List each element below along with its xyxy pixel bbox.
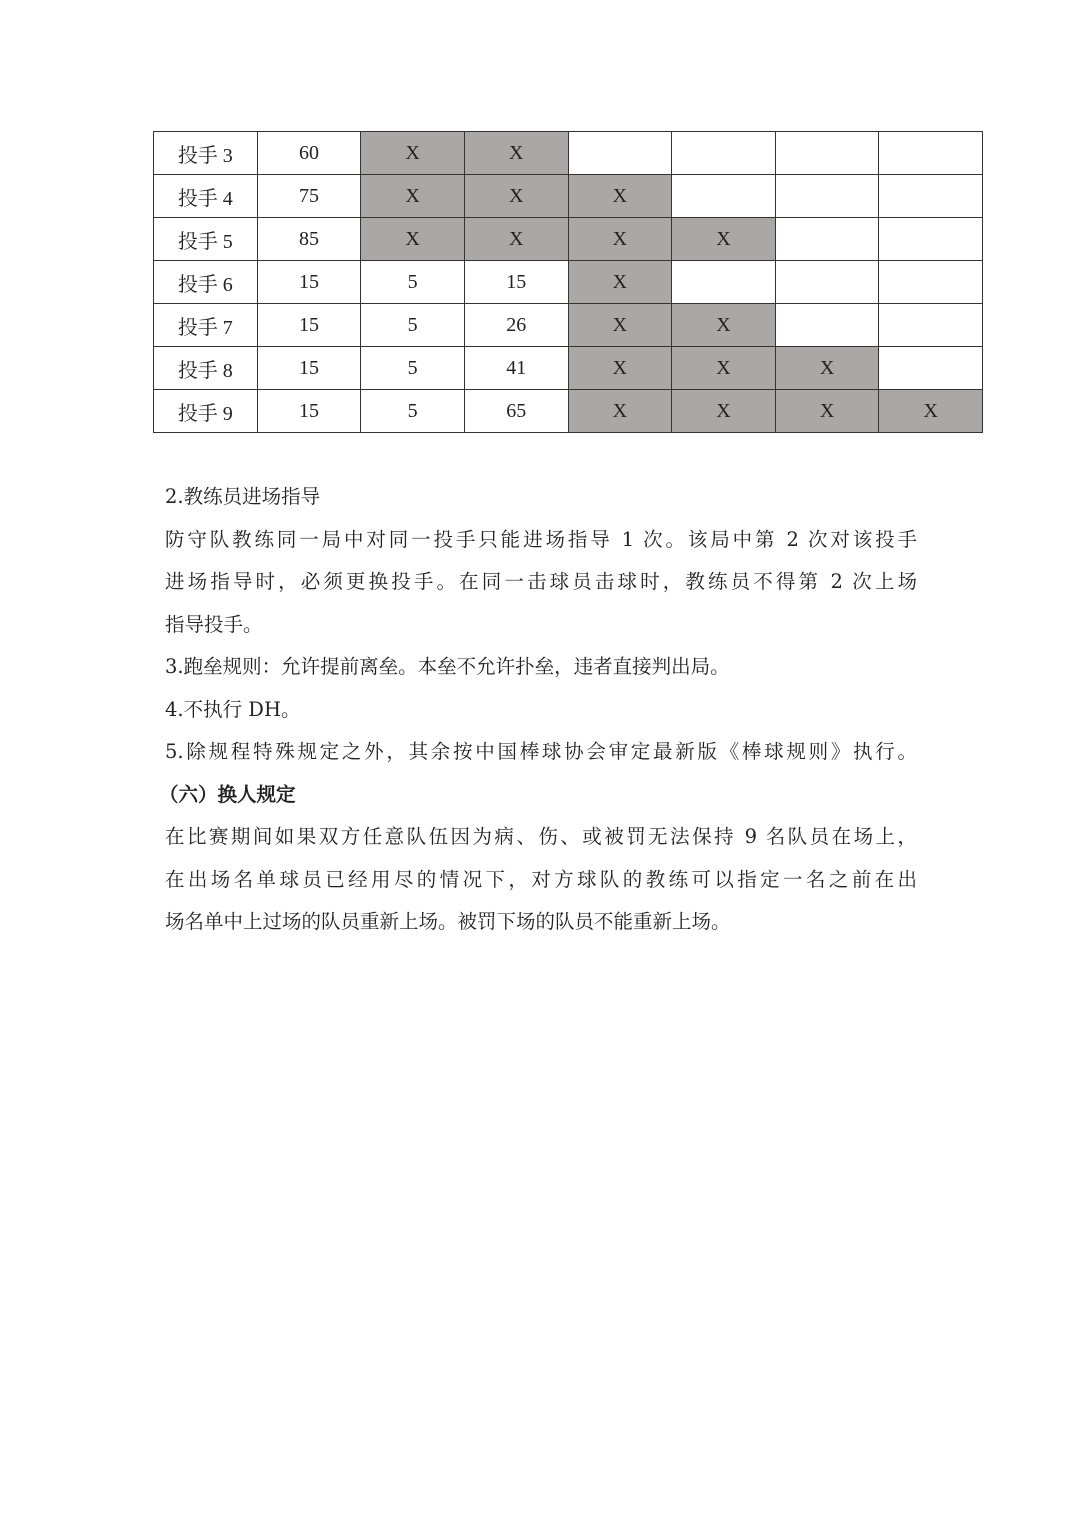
table-cell: 15 (257, 261, 361, 304)
paragraph-line: 在出场名单球员已经用尽的情况下，对方球队的教练可以指定一名之前在出 (165, 867, 917, 891)
paragraph-line: 防守队教练同一局中对同一投手只能进场指导 1 次。该局中第 2 次对该投手 (165, 527, 917, 551)
table-cell (879, 261, 983, 304)
table-row (154, 261, 983, 304)
table-cell: X (464, 218, 568, 261)
table-cell: X (775, 390, 879, 433)
pitcher-label-cell: 投手 8 (154, 347, 258, 390)
table-row (154, 347, 983, 390)
table-cell: 15 (464, 261, 568, 304)
table-cell: X (464, 132, 568, 175)
table-row (154, 218, 983, 261)
table-cell: X (879, 390, 983, 433)
paragraph-line: 指导投手。 (165, 612, 263, 636)
table-cell: 5 (361, 390, 465, 433)
table-cell: X (464, 175, 568, 218)
paragraph-line: 4.不执行 DH。 (165, 697, 301, 721)
table-cell (775, 132, 879, 175)
paragraph-line: 3.跑垒规则：允许提前离垒。本垒不允许扑垒，违者直接判出局。 (165, 655, 730, 678)
table-cell: 15 (257, 390, 361, 433)
table-cell: X (568, 175, 672, 218)
document-body (159, 476, 917, 944)
table-cell: X (361, 132, 465, 175)
table-cell: 15 (257, 304, 361, 347)
table-cell (879, 347, 983, 390)
pitcher-label-cell: 投手 6 (154, 261, 258, 304)
table-cell: 26 (464, 304, 568, 347)
table-cell: 65 (464, 390, 568, 433)
paragraph-line: 进场指导时，必须更换投手。在同一击球员击球时，教练员不得第 2 次上场 (165, 570, 917, 593)
table-cell (879, 132, 983, 175)
pitcher-rest-table (153, 131, 983, 433)
table-cell: X (568, 218, 672, 261)
table-cell (672, 261, 776, 304)
table-cell: X (361, 175, 465, 218)
table-cell: 15 (257, 347, 361, 390)
paragraph-line: 场名单中上过场的队员重新上场。被罚下场的队员不能重新上场。 (165, 910, 731, 933)
table-cell (775, 304, 879, 347)
pitcher-label-cell: 投手 4 (154, 175, 258, 218)
table-row (154, 175, 983, 218)
pitcher-label-cell: 投手 7 (154, 304, 258, 347)
table-cell (775, 218, 879, 261)
table-cell: X (672, 347, 776, 390)
table-cell: X (568, 390, 672, 433)
table-cell: 5 (361, 304, 465, 347)
pitcher-label-cell: 投手 3 (154, 132, 258, 175)
table-cell: 75 (257, 175, 361, 218)
table-cell: 5 (361, 261, 465, 304)
table-cell: X (672, 218, 776, 261)
table-cell: X (361, 218, 465, 261)
table-cell: X (672, 390, 776, 433)
table-cell: X (775, 347, 879, 390)
paragraph-line: 2.教练员进场指导 (165, 485, 321, 508)
table-cell: 60 (257, 132, 361, 175)
table-cell: X (568, 347, 672, 390)
table-row (154, 390, 983, 433)
table-cell: X (568, 304, 672, 347)
table-cell (879, 175, 983, 218)
table-cell: 85 (257, 218, 361, 261)
pitcher-label-cell: 投手 5 (154, 218, 258, 261)
table-row (154, 132, 983, 175)
paragraph-line: 在比赛期间如果双方任意队伍因为病、伤、或被罚无法保持 9 名队员在场上， (165, 825, 917, 848)
table-cell: X (672, 304, 776, 347)
table-cell: X (568, 261, 672, 304)
table-cell (879, 218, 983, 261)
table-cell (879, 304, 983, 347)
table-cell (672, 132, 776, 175)
pitcher-label-cell: 投手 9 (154, 390, 258, 433)
table-cell (775, 261, 879, 304)
section-heading: （六）换人规定 (159, 782, 296, 806)
table-row (154, 304, 983, 347)
table-cell: 41 (464, 347, 568, 390)
table-cell: 5 (361, 347, 465, 390)
table-cell (672, 175, 776, 218)
table-cell (775, 175, 879, 218)
paragraph-line: 5.除规程特殊规定之外，其余按中国棒球协会审定最新版《棒球规则》执行。 (165, 740, 917, 763)
table-cell (568, 132, 672, 175)
